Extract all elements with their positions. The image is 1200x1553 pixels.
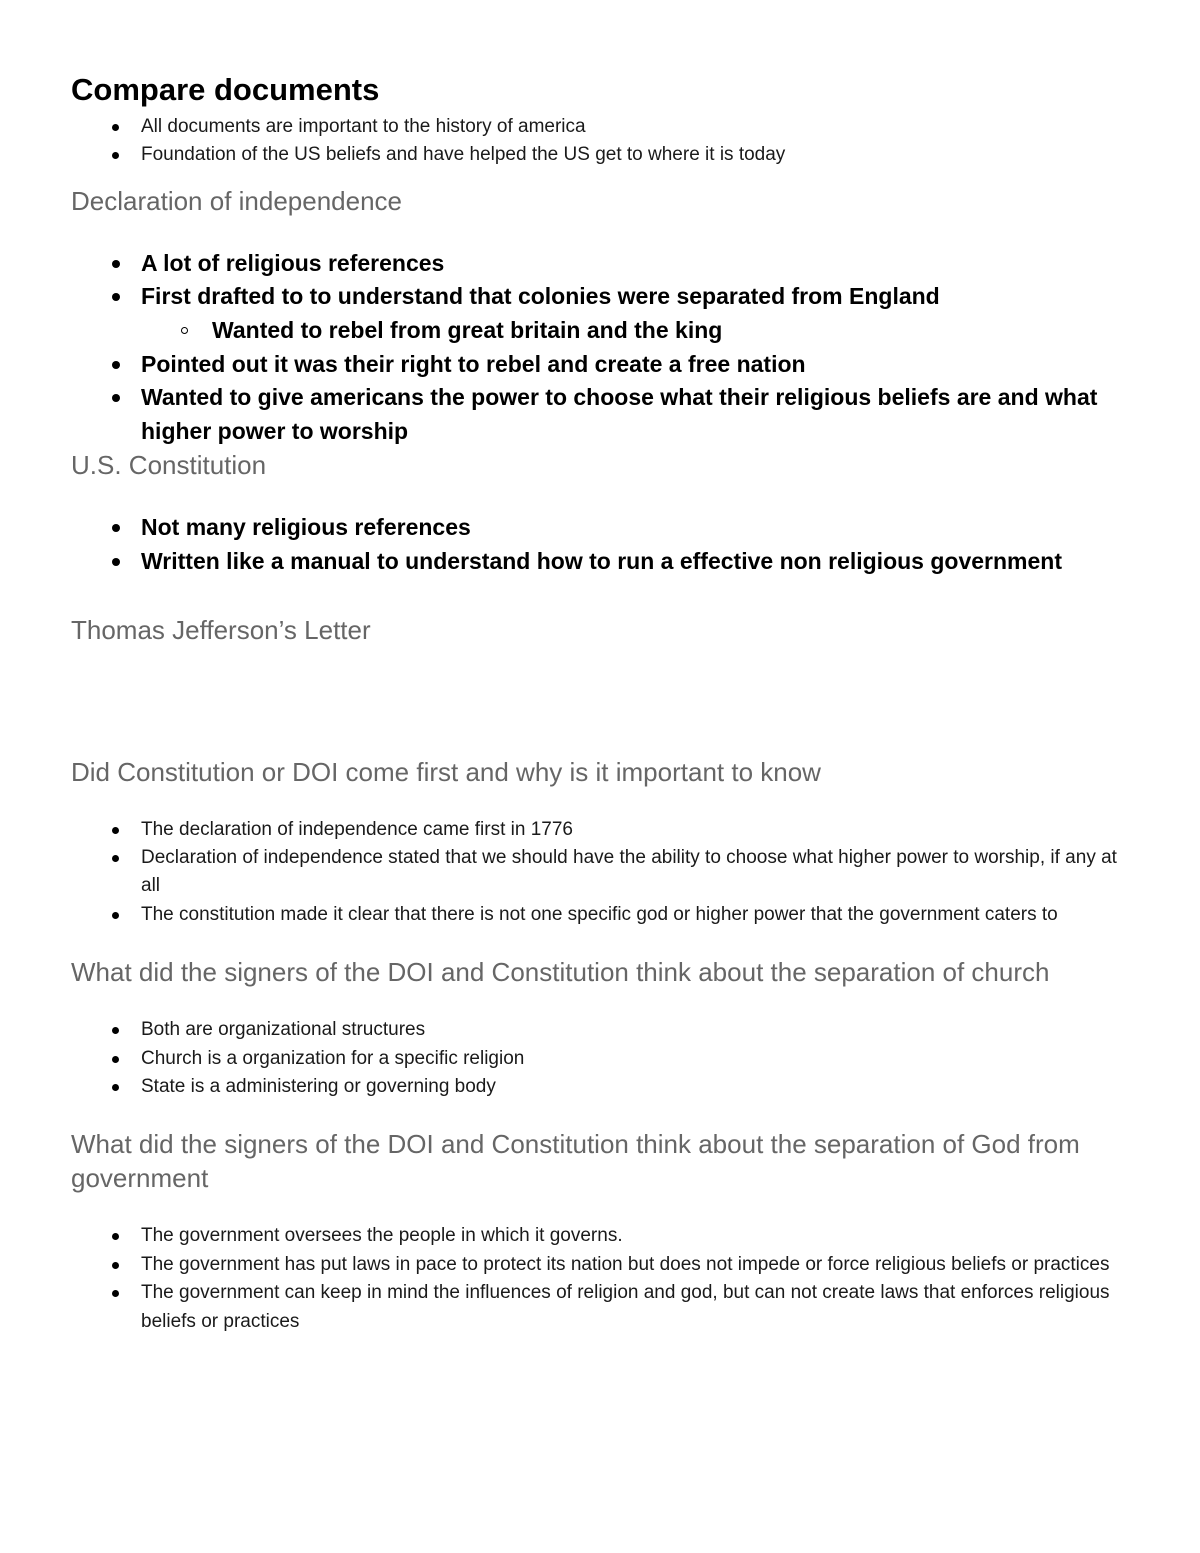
list-item: Wanted to give americans the power to choose what their religious beliefs are and what higher power to worship: [71, 381, 1136, 448]
list-item: All documents are important to the history of america: [71, 113, 1136, 141]
bullet-icon: [112, 152, 119, 159]
bullet-icon: [112, 394, 120, 402]
section-heading-jefferson: Thomas Jefferson’s Letter: [71, 614, 371, 645]
bullet-icon: [112, 1084, 119, 1091]
bullet-icon: [112, 1056, 119, 1063]
section-heading-church: What did the signers of the DOI and Constitution think about the separation of church: [71, 957, 1050, 988]
bullet-icon: [112, 1262, 119, 1269]
list-item: The government oversees the people in which it governs.: [71, 1222, 1136, 1250]
bullet-icon: [112, 260, 120, 268]
page-title: Compare documents: [71, 72, 380, 107]
list-item: The government has put laws in pace to protect its nation but does not impede or force religious beliefs or practices: [71, 1251, 1136, 1279]
list-item: Not many religious references: [71, 511, 1136, 545]
list-item: The declaration of independence came first in 1776: [71, 816, 1136, 844]
list-item: Written like a manual to understand how to run a effective non religious government: [71, 545, 1136, 579]
bullet-icon: [112, 558, 120, 566]
list-item: First drafted to to understand that colonies were separated from England: [71, 280, 1136, 314]
sub-list-item: Wanted to rebel from great britain and the king: [71, 314, 1136, 348]
bullet-icon: [112, 827, 119, 834]
bullet-icon: [112, 293, 120, 301]
bullet-icon: [112, 855, 119, 862]
document-page: [71, 70, 1136, 1336]
bullet-icon: [112, 124, 119, 131]
bullet-icon: [112, 1027, 119, 1034]
list-item: A lot of religious references: [71, 247, 1136, 281]
list-item: Pointed out it was their right to rebel and create a free nation: [71, 348, 1136, 382]
intro-list: [71, 113, 1136, 170]
god-list: [71, 1222, 1136, 1336]
bullet-icon: [112, 912, 119, 919]
list-item: Foundation of the US beliefs and have helped the US get to where it is today: [71, 141, 1136, 169]
section-heading-doi: Declaration of independence: [71, 185, 403, 216]
constitution-list: [71, 511, 1136, 578]
bullet-icon: [112, 361, 120, 369]
list-item: The constitution made it clear that there is not one specific god or higher power that the government caters to: [71, 901, 1136, 929]
section-heading-first: Did Constitution or DOI come first and why is it important to know: [71, 756, 821, 787]
first-list: [71, 816, 1136, 930]
bullet-icon: [112, 524, 120, 532]
bullet-icon: [112, 1290, 119, 1297]
list-item: The government can keep in mind the influences of religion and god, but can not create laws that enforces religious beliefs or practices: [71, 1279, 1136, 1336]
hollow-bullet-icon: [181, 327, 188, 334]
list-item: State is a administering or governing body: [71, 1073, 1136, 1101]
church-list: [71, 1016, 1136, 1101]
list-item: Church is a organization for a specific religion: [71, 1045, 1136, 1073]
bullet-icon: [112, 1233, 119, 1240]
doi-list: [71, 247, 1136, 449]
section-heading-god: What did the signers of the DOI and Constitution think about the separation of God from government: [71, 1129, 1080, 1194]
section-heading-constitution: U.S. Constitution: [71, 450, 267, 481]
list-item: Both are organizational structures: [71, 1016, 1136, 1044]
list-item: Declaration of independence stated that we should have the ability to choose what higher power to worship, if any at all: [71, 844, 1136, 901]
